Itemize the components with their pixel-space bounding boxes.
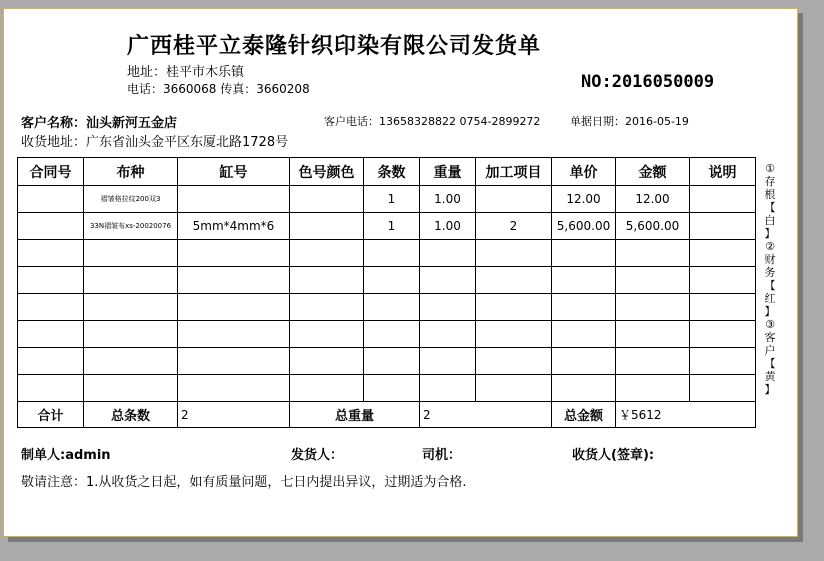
copy-note-char: 】 [764, 227, 776, 240]
header-weight: 重量 [420, 158, 476, 186]
table-cell: 1.00 [420, 186, 476, 213]
table-cell: 5,600.00 [552, 213, 616, 240]
table-cell [476, 267, 552, 294]
copy-note-char: 红 [764, 292, 776, 305]
company-address: 地址：桂平市木乐镇 [127, 65, 245, 80]
receiver-label: 收货人(签章): [572, 448, 655, 463]
table-row [18, 321, 756, 348]
table-cell [290, 213, 364, 240]
table-cell [690, 348, 756, 375]
table-header-row [18, 158, 756, 186]
total-amount-label: 总金额 [552, 402, 616, 428]
copy-note-char: 】 [764, 383, 776, 396]
table-cell [178, 267, 290, 294]
table-cell [476, 186, 552, 213]
table-cell [178, 375, 290, 402]
header-fabric: 布种 [84, 158, 178, 186]
header-contract-no: 合同号 [18, 158, 84, 186]
table-cell [616, 267, 690, 294]
table-cell [84, 375, 178, 402]
total-weight-label: 总重量 [290, 402, 420, 428]
table-cell [290, 294, 364, 321]
copy-note-char: ② [765, 240, 775, 253]
table-cell [18, 348, 84, 375]
notice-text: 敬请注意：1.从收货之日起，如有质量问题，七日内提出异议，过期适为合格. [21, 475, 467, 490]
shipper-label: 发货人： [291, 448, 344, 463]
table-cell: 1 [364, 186, 420, 213]
copy-note-char: 财 [764, 253, 776, 266]
delivery-address: 收货地址：广东省汕头金平区东厦北路1728号 [21, 135, 289, 150]
copy-distribution-note [761, 162, 779, 396]
table-cell [18, 213, 84, 240]
document-title: 广西桂平立泰隆针织印染有限公司发货单 [127, 34, 542, 59]
total-weight-value: 2 [420, 402, 552, 428]
table-cell [476, 348, 552, 375]
table-cell [18, 267, 84, 294]
total-count-label: 总条数 [84, 402, 178, 428]
copy-note-char: ① [765, 162, 775, 175]
table-cell [476, 294, 552, 321]
copy-note-char: ③ [765, 318, 775, 331]
copy-note-char: 客 [764, 331, 776, 344]
delivery-note-sheet [3, 8, 798, 537]
table-cell [290, 375, 364, 402]
table-cell [616, 294, 690, 321]
table-cell [18, 375, 84, 402]
document-date: 单据日期：2016-05-19 [570, 115, 689, 128]
document-number: NO:2016050009 [581, 72, 715, 92]
table-cell [84, 267, 178, 294]
table-row [18, 186, 756, 213]
table-cell [178, 294, 290, 321]
table-cell [364, 294, 420, 321]
table-row [18, 375, 756, 402]
copy-note-char: 【 [764, 357, 776, 370]
customer-phone: 客户电话：13658328822 0754-2899272 [324, 115, 541, 128]
table-cell [690, 375, 756, 402]
table-cell: 12.00 [552, 186, 616, 213]
customer-name: 客户名称：汕头新河五金店 [21, 116, 178, 131]
table-cell [84, 348, 178, 375]
table-cell [290, 186, 364, 213]
table-cell [290, 321, 364, 348]
copy-note-char: 黄 [764, 370, 776, 383]
table-cell: 5mm*4mm*6 [178, 213, 290, 240]
table-cell [552, 321, 616, 348]
table-cell: 1.00 [420, 213, 476, 240]
table-cell [18, 294, 84, 321]
table-cell [290, 240, 364, 267]
table-cell [178, 348, 290, 375]
table-row [18, 294, 756, 321]
total-amount-value: ￥5612 [616, 402, 756, 428]
table-cell [552, 375, 616, 402]
table-cell [476, 321, 552, 348]
table-cell [690, 321, 756, 348]
table-cell [84, 294, 178, 321]
table-cell [18, 240, 84, 267]
header-amount: 金额 [616, 158, 690, 186]
copy-note-char: 【 [764, 279, 776, 292]
copy-note-char: 】 [764, 305, 776, 318]
table-cell [690, 240, 756, 267]
copy-note-char: 存 [764, 175, 776, 188]
table-cell: 5,600.00 [616, 213, 690, 240]
table-cell [616, 240, 690, 267]
table-row [18, 213, 756, 240]
table-cell [690, 186, 756, 213]
table-cell [84, 321, 178, 348]
table-cell [290, 348, 364, 375]
table-cell [420, 267, 476, 294]
table-cell [616, 321, 690, 348]
table-cell: 2 [476, 213, 552, 240]
header-color: 色号颜色 [290, 158, 364, 186]
header-remarks: 说明 [690, 158, 756, 186]
table-cell [420, 348, 476, 375]
table-row [18, 240, 756, 267]
totals-label: 合计 [18, 402, 84, 428]
table-cell [364, 321, 420, 348]
table-cell [420, 321, 476, 348]
header-vat-no: 缸号 [178, 158, 290, 186]
goods-table [17, 157, 756, 428]
table-cell [364, 375, 420, 402]
table-cell [690, 213, 756, 240]
company-contact: 电话：3660068 传真：3660208 [127, 82, 310, 96]
header-process: 加工项目 [476, 158, 552, 186]
table-cell [364, 348, 420, 375]
table-cell [476, 240, 552, 267]
table-cell [552, 240, 616, 267]
header-pieces: 条数 [364, 158, 420, 186]
table-cell [616, 375, 690, 402]
table-cell [420, 240, 476, 267]
table-cell [552, 267, 616, 294]
table-row [18, 267, 756, 294]
table-cell [420, 294, 476, 321]
table-cell [420, 375, 476, 402]
driver-label: 司机： [422, 448, 462, 463]
table-cell [476, 375, 552, 402]
table-cell [178, 240, 290, 267]
table-cell [364, 267, 420, 294]
table-cell [84, 240, 178, 267]
table-cell [690, 294, 756, 321]
table-cell: 褶皱格拉纹200双3 [84, 186, 178, 213]
table-cell [178, 186, 290, 213]
copy-note-char: 务 [764, 266, 776, 279]
table-cell: 1 [364, 213, 420, 240]
total-count-value: 2 [178, 402, 290, 428]
table-row [18, 348, 756, 375]
table-cell [178, 321, 290, 348]
copy-note-char: 【 [764, 201, 776, 214]
table-cell [18, 186, 84, 213]
header-unit-price: 单价 [552, 158, 616, 186]
maker-label: 制单人:admin [21, 448, 111, 463]
totals-row [18, 402, 756, 428]
copy-note-char: 白 [764, 214, 776, 227]
table-cell [552, 294, 616, 321]
table-cell [616, 348, 690, 375]
table-cell [364, 240, 420, 267]
table-cell [690, 267, 756, 294]
table-cell [552, 348, 616, 375]
table-cell: 33N褶皱布xs-20020076 [84, 213, 178, 240]
table-cell [290, 267, 364, 294]
table-cell: 12.00 [616, 186, 690, 213]
copy-note-char: 根 [764, 188, 776, 201]
copy-note-char: 户 [764, 344, 776, 357]
table-cell [18, 321, 84, 348]
